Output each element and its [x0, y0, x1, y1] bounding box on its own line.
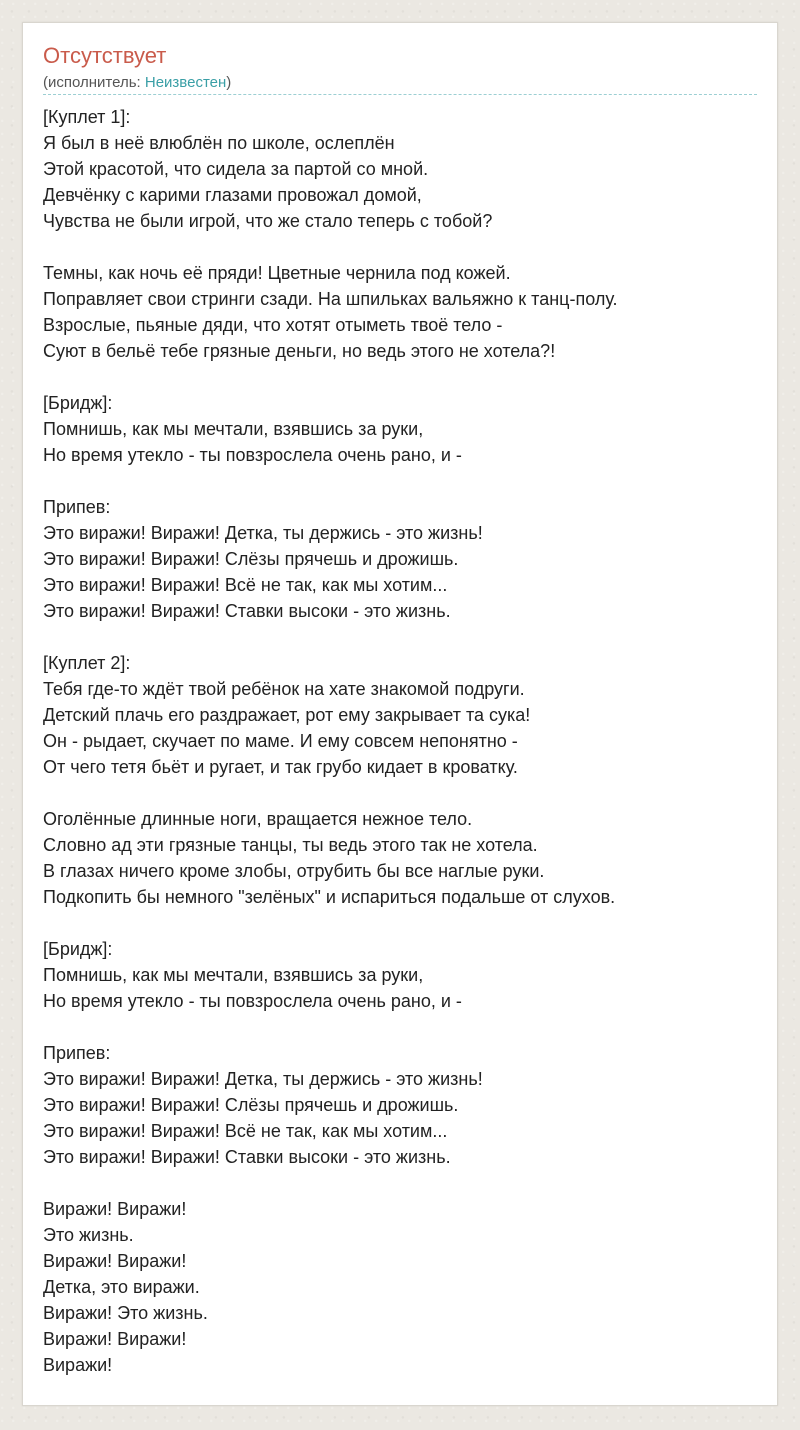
lyric-line: Детский плачь его раздражает, рот ему закрывает та сука! — [43, 705, 531, 725]
lyric-line: Это виражи! Виражи! Детка, ты держись - это жизнь! — [43, 523, 483, 543]
lyric-line: Это виражи! Виражи! Ставки высоки - это жизнь. — [43, 1147, 451, 1167]
lyric-line: Чувства не были игрой, что же стало теперь с тобой? — [43, 211, 493, 231]
lyric-line: Это виражи! Виражи! Детка, ты держись - это жизнь! — [43, 1069, 483, 1089]
lyric-line: [Куплет 1]: — [43, 107, 131, 127]
artist-suffix: ) — [226, 74, 232, 91]
lyric-blank-line — [43, 780, 763, 806]
lyric-blank-line — [43, 364, 763, 390]
lyric-line: Виражи! — [43, 1355, 113, 1375]
lyric-line: Виражи! Виражи! — [43, 1199, 187, 1219]
song-title: Отсутствует — [43, 43, 167, 68]
dashed-divider — [43, 94, 757, 95]
lyric-line: Виражи! Виражи! — [43, 1329, 187, 1349]
lyric-line: Но время утекло - ты повзрослела очень рано, и - — [43, 991, 462, 1011]
lyric-blank-line — [43, 910, 763, 936]
lyric-line: Темны, как ночь её пряди! Цветные чернила под кожей. — [43, 263, 511, 283]
lyric-line: Но время утекло - ты повзрослела очень рано, и - — [43, 445, 462, 465]
lyric-line: Этой красотой, что сидела за партой со мной. — [43, 159, 429, 179]
lyric-line: Это жизнь. — [43, 1225, 134, 1245]
lyric-line: Помнишь, как мы мечтали, взявшись за руки, — [43, 965, 424, 985]
lyric-line: [Куплет 2]: — [43, 653, 131, 673]
lyric-line: Я был в неё влюблён по школе, ослеплён — [43, 133, 395, 153]
lyric-line: Виражи! Это жизнь. — [43, 1303, 208, 1323]
lyric-line: Поправляет свои стринги сзади. На шпильках вальяжно к танц-полу. — [43, 289, 618, 309]
lyric-line: Это виражи! Виражи! Всё не так, как мы хотим... — [43, 575, 448, 595]
lyric-blank-line — [43, 1014, 763, 1040]
lyric-line: Детка, это виражи. — [43, 1277, 200, 1297]
lyric-line: Оголённые длинные ноги, вращается нежное тело. — [43, 809, 473, 829]
lyric-line: Девчёнку с карими глазами провожал домой, — [43, 185, 422, 205]
lyric-line: Тебя где-то ждёт твой ребёнок на хате знакомой подруги. — [43, 679, 525, 699]
lyric-line: Он - рыдает, скучает по маме. И ему совсем непонятно - — [43, 731, 518, 751]
lyric-line: Суют в бельё тебе грязные деньги, но ведь этого не хотела?! — [43, 341, 556, 361]
lyric-blank-line — [43, 1170, 763, 1196]
lyric-blank-line — [43, 624, 763, 650]
lyric-line: Припев: — [43, 1043, 111, 1063]
lyric-line: Это виражи! Виражи! Всё не так, как мы хотим... — [43, 1121, 448, 1141]
artist-line — [43, 73, 231, 93]
lyric-line: [Бридж]: — [43, 393, 113, 413]
lyric-line: Взрослые, пьяные дяди, что хотят отыметь твоё тело - — [43, 315, 503, 335]
lyric-line: Это виражи! Виражи! Слёзы прячешь и дрожишь. — [43, 1095, 459, 1115]
artist-link[interactable]: Неизвестен — [144, 74, 227, 91]
lyrics-card — [22, 22, 778, 1406]
artist-prefix: (исполнитель: — [43, 74, 145, 91]
lyric-line: От чего тетя бьёт и ругает, и так грубо кидает в кроватку. — [43, 757, 518, 777]
lyric-line: [Бридж]: — [43, 939, 113, 959]
lyric-line: Виражи! Виражи! — [43, 1251, 187, 1271]
lyric-line: Это виражи! Виражи! Ставки высоки - это жизнь. — [43, 601, 451, 621]
lyric-blank-line — [43, 234, 763, 260]
lyric-line: Подкопить бы немного "зелёных" и испариться подальше от слухов. — [43, 887, 616, 907]
lyric-line: Помнишь, как мы мечтали, взявшись за руки, — [43, 419, 424, 439]
lyric-line: Словно ад эти грязные танцы, ты ведь этого так не хотела. — [43, 835, 538, 855]
lyric-line: В глазах ничего кроме злобы, отрубить бы все наглые руки. — [43, 861, 545, 881]
lyric-line: Припев: — [43, 497, 111, 517]
lyrics-body — [43, 104, 763, 1378]
lyric-line: Это виражи! Виражи! Слёзы прячешь и дрожишь. — [43, 549, 459, 569]
lyric-blank-line — [43, 468, 763, 494]
